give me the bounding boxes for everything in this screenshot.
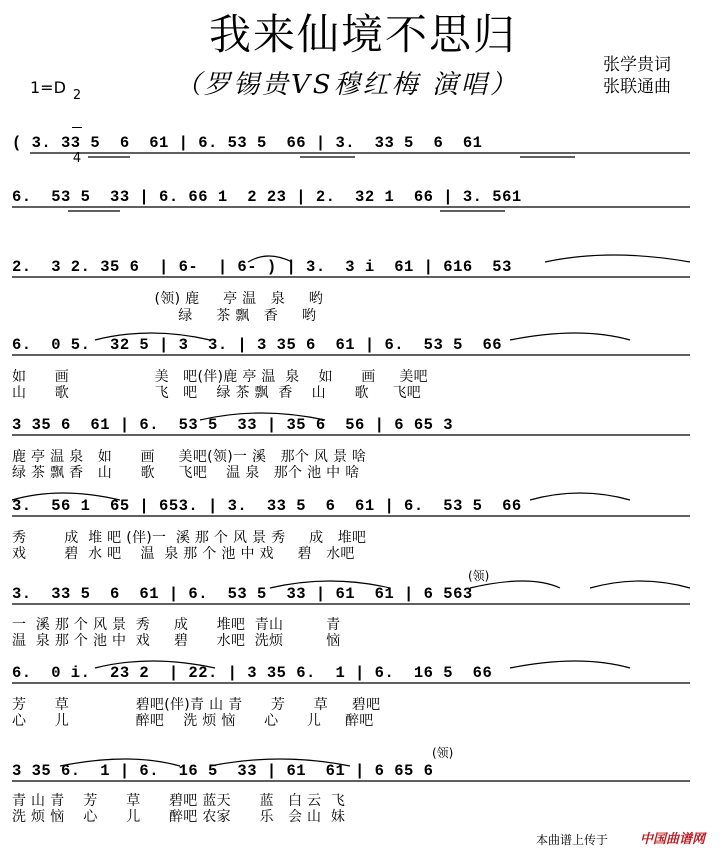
song-title: 我来仙境不思归 xyxy=(208,10,517,59)
notation-row-6: 3. 56 1 65 | 653. | 3. 33 5 6 61 | 6. 53 5 66 xyxy=(12,497,522,515)
upload-notice: 本曲谱上传于 xyxy=(536,833,609,847)
lyrics-row-4-verse-2: 山 歌 飞 吧 绿 茶 飘 香 山 歌 飞吧 xyxy=(12,385,422,401)
song-subtitle: （罗锡贵VS穆红梅 演唱） xyxy=(175,70,519,100)
lyrics-row-8-verse-1: 芳 草 碧吧(伴)青 山 青 芳 草 碧吧 xyxy=(12,697,381,713)
notation-row-2: 6. 53 5 33 | 6. 66 1 2 23 | 2. 32 1 66 | 3. 561 xyxy=(12,188,522,206)
lyrics-row-3-verse-1: (领) 鹿 亭 温 泉 哟 xyxy=(12,291,324,307)
lead-mark-row-9: (领) xyxy=(432,746,454,760)
composer-credit: 张联通曲 xyxy=(603,77,671,97)
lyrics-row-5-verse-2: 绿 茶 飘 香 山 歌 飞吧 温 泉 那个 池 中 啥 xyxy=(12,465,360,481)
lyricist-credit: 张学贵词 xyxy=(603,55,671,75)
lead-mark-row-7: (领) xyxy=(468,569,490,583)
lyrics-row-6-verse-2: 戏 碧 水 吧 温 泉 那 个 池 中 戏 碧 水吧 xyxy=(12,546,355,562)
lyrics-row-7-verse-1: 一 溪 那 个 风 景 秀 成 堆吧 青山 青 xyxy=(12,617,341,633)
notation-row-4: 6. 0 5. 32 5 | 3 3. | 3 35 6 61 | 6. 53 5 66 xyxy=(12,336,503,354)
time-signature-top: 2 xyxy=(72,88,82,103)
time-signature-bottom: 4 xyxy=(72,151,82,166)
notation-row-9: 3 35 6. 1 | 6. 16 5 33 | 61 61 | 6 65 6 xyxy=(12,762,434,780)
lyrics-row-5-verse-1: 鹿 亭 温 泉 如 画 美吧(领)一 溪 那个 风 景 啥 xyxy=(12,449,367,465)
lyrics-row-8-verse-2: 心 儿 醉吧 洗 烦 恼 心 儿 醉吧 xyxy=(12,713,374,729)
key-signature: 1=D xyxy=(30,78,66,97)
notation-row-8: 6. 0 i. 23 2 | 22. | 3 35 6. 1 | 6. 16 5 66 xyxy=(12,664,493,682)
notation-row-1: ( 3. 33 5 6 61 | 6. 53 5 66 | 3. 33 5 6 61 xyxy=(12,134,483,152)
notation-row-5: 3 35 6 61 | 6. 53 5 33 | 35 6 56 | 6 65 3 xyxy=(12,416,454,434)
notation-row-3: 2. 3 2. 35 6 | 6- | 6- ) | 3. 3 i 61 | 616 53 xyxy=(12,258,512,276)
time-signature-bar xyxy=(72,127,82,128)
lyrics-row-7-verse-2: 温 泉 那 个 池 中 戏 碧 水吧 洗烦 恼 xyxy=(12,633,341,649)
lyrics-row-9-verse-2: 洗 烦 恼 心 儿 醉吧 农家 乐 会 山 妹 xyxy=(12,809,346,825)
time-signature xyxy=(72,66,82,177)
lyrics-row-3-verse-2: 绿 茶 飘 香 哟 xyxy=(12,308,317,324)
lyrics-row-4-verse-1: 如 画 美 吧(伴)鹿 亭 温 泉 如 画 美吧 xyxy=(12,369,428,385)
lyrics-row-6-verse-1: 秀 成 堆 吧 (伴)一 溪 那 个 风 景 秀 成 堆吧 xyxy=(12,530,367,546)
notation-row-7: 3. 33 5 6 61 | 6. 53 5 33 | 61 61 | 6 563 xyxy=(12,585,473,603)
site-logo: 中国曲谱网 xyxy=(640,832,706,847)
lyrics-row-9-verse-1: 青 山 青 芳 草 碧吧 蓝天 蓝 白 云 飞 xyxy=(12,793,346,809)
